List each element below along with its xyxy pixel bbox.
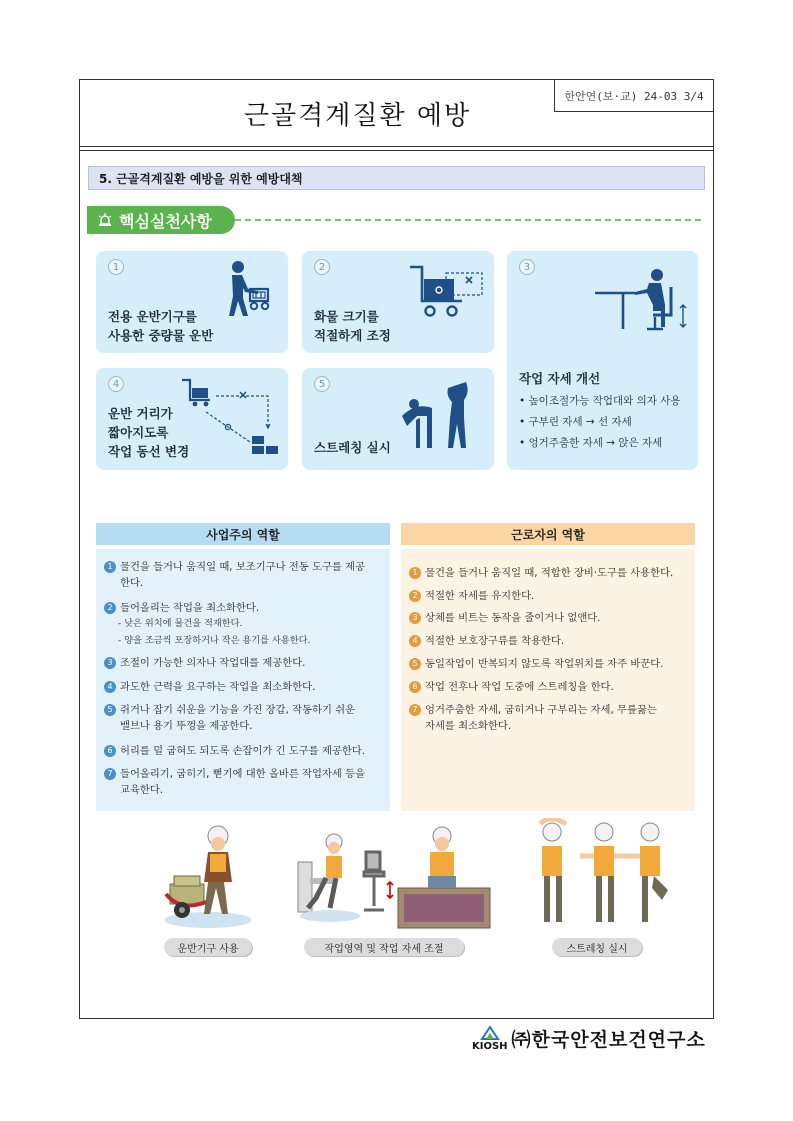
caption-cart-use: 운반기구 사용 (164, 938, 252, 956)
card-number: 1 (108, 259, 124, 275)
item-line: 작업 전후나 작업 도중에 스트레칭을 한다. (425, 681, 614, 693)
number-marker: 5 (104, 704, 116, 716)
page-title: 근골격계질환 예방 (243, 100, 472, 131)
card-line: 작업 동선 변경 (108, 444, 190, 459)
stretching-illustration (524, 818, 674, 934)
item-line: 적절한 보호장구류를 착용한다. (425, 635, 565, 647)
route-change-icon (180, 376, 284, 462)
item-line: 물건을 들거나 움직일 때, 보조기구나 전동 도구를 제공 (120, 561, 366, 573)
caption-workstation-adjustment: 작업영역 및 작업 자세 조절 (304, 938, 464, 956)
item-line: 들어올리기, 굽히기, 뻗기에 대한 올바른 작업자세 등을 (120, 768, 366, 780)
practice-card-2 (302, 251, 494, 353)
employer-item-4 (104, 679, 315, 695)
item-line: 물건을 들거나 움직일 때, 적합한 장비·도구를 사용한다. (425, 567, 674, 579)
document-frame (79, 79, 714, 1019)
card-line: 전용 운반기구를 (108, 309, 197, 324)
card-line: 사용한 중량물 운반 (108, 328, 214, 343)
item-line: 자세를 최소화한다. (425, 720, 512, 732)
card-number: 5 (314, 376, 330, 392)
worker-item-5 (409, 656, 663, 672)
practice-card-1 (96, 251, 288, 353)
number-marker: 6 (409, 681, 421, 693)
worker-item-4 (409, 633, 564, 649)
card-text (314, 438, 391, 457)
card-bullet: • 엉거주춤한 자세 → 앉은 자세 (519, 437, 663, 449)
card-text (108, 404, 189, 461)
employer-role-heading: 사업주의 역할 (96, 523, 390, 545)
card-bullet: • 구부린 자세 → 선 자세 (519, 416, 632, 428)
item-line: 조절이 가능한 의자나 작업대를 제공한다. (120, 657, 306, 669)
card-line: 화물 크기를 (314, 309, 379, 324)
item-line: 과도한 근력을 요구하는 작업을 최소화한다. (120, 681, 316, 693)
card-line: 스트레칭 실시 (314, 440, 391, 455)
item-line: 쥐거나 잡기 쉬운을 기능을 가진 장갑, 작동하기 쉬운 (120, 704, 356, 716)
card-text (108, 307, 213, 345)
seated-worker-icon (591, 265, 691, 335)
employer-sub-item: - 양을 조금씩 포장하거나 작은 용기를 사용한다. (118, 635, 311, 646)
organization-name: ㈜한국안전보건연구소 (511, 1028, 706, 1051)
employer-sub-item: - 낮은 위치에 물건을 적재한다. (118, 618, 243, 629)
card-bullet: • 높이조절가능 작업대와 의자 사용 (519, 395, 681, 407)
card-title: 작업 자세 개선 (519, 371, 601, 386)
employer-role-box (96, 549, 390, 811)
number-marker: 6 (104, 745, 116, 757)
worker-item-1 (409, 565, 673, 581)
item-line: 밸브나 용기 뚜껑을 제공한다. (120, 720, 253, 732)
card-line: 운반 거리가 (108, 406, 173, 421)
cargo-cart-icon (406, 263, 488, 329)
employer-item-3 (104, 655, 305, 671)
practice-card-4 (96, 368, 288, 470)
item-line: 들어올리는 작업을 최소화한다. (120, 602, 260, 614)
number-marker: 7 (104, 768, 116, 780)
kiosh-logo-icon (476, 1025, 504, 1041)
number-marker: 4 (104, 681, 116, 693)
caption-stretching: 스트레칭 실시 (552, 938, 642, 956)
item-line: 적절한 자세를 유지한다. (425, 590, 535, 602)
worker-item-2 (409, 588, 534, 604)
number-marker: 2 (409, 590, 421, 602)
number-marker: 3 (104, 657, 116, 669)
item-line: 엉거주춤한 자세, 굽히거나 구부리는 자세, 무릎꿇는 (425, 704, 657, 716)
card-number: 2 (314, 259, 330, 275)
worker-role-heading: 근로자의 역할 (401, 523, 695, 545)
item-line: 교육한다. (120, 784, 164, 796)
core-practice-pill (87, 206, 235, 234)
item-line: 상체를 비트는 동작을 줄이거나 없앤다. (425, 612, 601, 624)
number-marker: 1 (409, 567, 421, 579)
item-line: 동일작업이 반복되지 않도록 작업위치를 자주 바꾼다. (425, 658, 664, 670)
number-marker: 2 (104, 602, 116, 614)
core-practice-label: 핵심실천사항 (119, 211, 212, 231)
card-text (314, 307, 391, 345)
kiosh-logo-text: KIOSH (472, 1040, 508, 1052)
workstation-adjustment-illustration (292, 822, 492, 932)
footer (472, 1022, 706, 1054)
number-marker: 1 (104, 561, 116, 573)
number-marker: 4 (409, 635, 421, 647)
worker-item-7 (409, 702, 657, 734)
header-divider (80, 146, 713, 147)
stretching-workers-icon (398, 382, 482, 458)
worker-item-3 (409, 610, 601, 626)
employer-item-5 (104, 702, 355, 734)
dashed-divider (235, 219, 701, 221)
number-marker: 7 (409, 704, 421, 716)
card-line: 짧아지도록 (108, 425, 169, 440)
number-marker: 3 (409, 612, 421, 624)
worker-role-box (401, 549, 695, 811)
employer-item-7 (104, 766, 365, 798)
section-heading: 5. 근골격계질환 예방을 위한 예방대책 (88, 166, 705, 190)
employer-item-2 (104, 600, 259, 616)
card-number: 3 (519, 259, 535, 275)
number-marker: 5 (409, 658, 421, 670)
header-divider-2 (80, 150, 713, 151)
worker-item-6 (409, 679, 614, 695)
practice-card-3 (507, 251, 698, 470)
practice-card-5 (302, 368, 494, 470)
card-number: 4 (108, 376, 124, 392)
cart-worker-illustration (160, 822, 260, 932)
item-line: 허리를 덜 굽혀도 되도록 손잡이가 긴 도구를 제공한다. (120, 745, 366, 757)
item-line: 한다. (120, 577, 144, 589)
kiosh-logo (472, 1025, 508, 1052)
document-number: 한안연(보·교) 24-03 3/4 (554, 80, 713, 112)
employer-item-1 (104, 559, 365, 591)
siren-icon (97, 212, 113, 228)
worker-pushing-cart-icon (220, 259, 280, 321)
card-line: 적절하게 조정 (314, 328, 391, 343)
employer-item-6 (104, 743, 365, 759)
